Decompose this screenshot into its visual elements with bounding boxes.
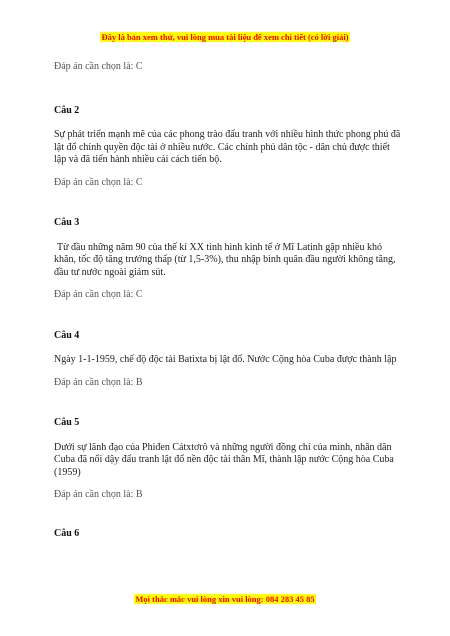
question-title: Câu 4 bbox=[54, 329, 80, 341]
question-block bbox=[54, 105, 402, 190]
answer-line: Đáp án cần chọn là: C bbox=[54, 289, 143, 300]
question-block bbox=[54, 417, 402, 502]
answer-line: Đáp án cần chọn là: B bbox=[54, 376, 143, 388]
answer-line: Đáp án cần chọn là: C bbox=[54, 176, 143, 188]
question-body: Dưới sự lãnh đạo của Phiđen Cátxtơrô và những người đồng chí của mình, nhân dân Cuba đã nổi dậy đấu tranh lật đổ nền độc tài thân Mĩ, thành lập nước Cộng hòa Cuba (1959) bbox=[54, 441, 394, 478]
question-title: Câu 3 bbox=[54, 217, 80, 228]
question-block bbox=[54, 330, 402, 390]
question-title: Câu 5 bbox=[54, 417, 80, 428]
question-title: Câu 2 bbox=[54, 104, 80, 116]
preview-notice-banner bbox=[0, 27, 450, 45]
question-body: Ngày 1-1-1959, chế độ độc tài Batixta bị lật đổ. Nước Cộng hòa Cuba được thành lập bbox=[54, 354, 397, 365]
question-body: Từ đầu những năm 90 của thế kỉ XX tình hình kinh tế ở Mĩ Latinh gặp nhiều khó khăn, tốc độ tăng trưởng thấp (từ 1,5-3%), thu nhập bình quân đầu người không tăng, đầu tư nước ngoài giảm sút. bbox=[54, 241, 396, 278]
document-content bbox=[54, 61, 402, 552]
question-body: Sự phát triển mạnh mẽ của các phong trào đấu tranh với nhiều hình thức phong phú đã lật đổ chính quyền độc tài ở nhiều nước. Các chính phủ dân tộc - dân chủ được thiết lập và đã tiến hành nhiều cải cách tiến bộ. bbox=[54, 129, 401, 165]
answer-line: Đáp án cần chọn là: B bbox=[54, 489, 143, 500]
contact-footer-text: Mọi thắc mắc vui lòng xin vui lòng: 084 283 45 85 bbox=[135, 594, 315, 604]
contact-footer-banner bbox=[0, 589, 450, 607]
preview-notice-text: Đây là bản xem thử, vui lòng mua tài liệu để xem chi tiết (có lời giải) bbox=[101, 32, 349, 42]
answer-line: Đáp án cần chọn là: C bbox=[54, 61, 143, 72]
question-block bbox=[54, 528, 402, 541]
question-title: Câu 6 bbox=[54, 527, 80, 539]
question-block bbox=[54, 217, 402, 302]
